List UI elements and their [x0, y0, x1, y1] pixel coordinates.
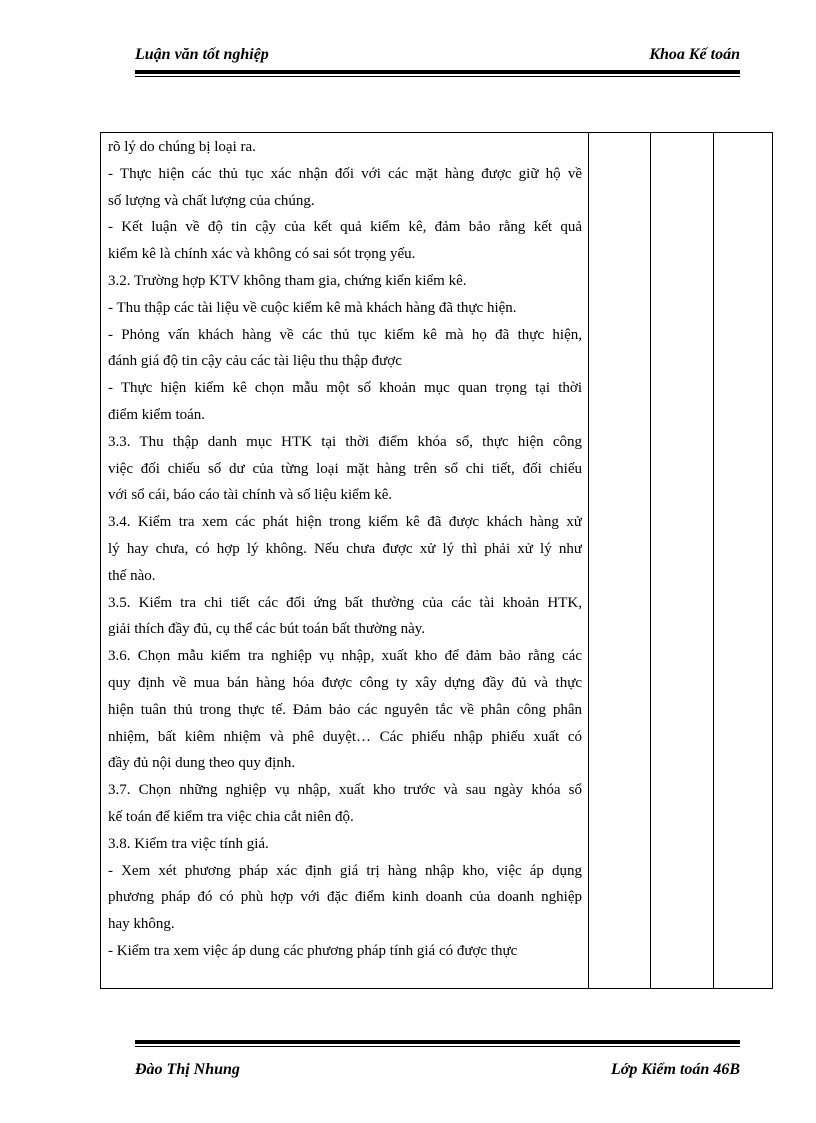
text-line: 3.4. Kiểm tra xem các phát hiện trong kiểm kê đã được khách hàng xử — [108, 514, 582, 531]
page-footer — [135, 1040, 740, 1079]
header-rule-thin — [135, 76, 740, 77]
text-line: 3.6. Chọn mẫu kiểm tra nghiệp vụ nhập, xuất kho để đảm bảo rằng các — [108, 648, 582, 665]
footer-rule-thin — [135, 1046, 740, 1047]
text-line: rõ lý do chúng bị loại ra. — [108, 139, 256, 155]
text-line: - Kiểm tra xem việc áp dung các phương pháp tính giá có được thực — [108, 942, 518, 959]
text-line: 3.8. Kiểm tra việc tính giá. — [108, 835, 269, 852]
text-line: điểm kiểm toán. — [108, 406, 206, 423]
text-line: số lượng và chất lượng của chúng. — [108, 192, 315, 209]
text-line: quy định về mua bán hàng hóa được công ty xây dựng đầy đủ và thực — [108, 674, 582, 691]
text-line: - Thu thập các tài liệu về cuộc kiểm kê mà khách hàng đã thực hiện. — [108, 299, 517, 316]
text-line: lý hay chưa, có hợp lý không. Nếu chưa được xử lý thì phải xử lý như — [108, 540, 582, 557]
text-line: đầy đủ nội dung theo quy định. — [108, 755, 296, 772]
text-line: kế toán để kiểm tra việc chia cắt niên độ. — [108, 808, 354, 825]
text-line: nhiệm, bất kiêm nhiệm và phê duyệt… Các phiếu nhập phiếu xuất có — [108, 728, 582, 745]
text-line: phương pháp đó có phù hợp với đặc điểm kinh doanh của doanh nghiệp — [108, 889, 582, 906]
text-line: 3.2. Trường hợp KTV không tham gia, chứng kiến kiểm kê. — [108, 272, 467, 289]
audit-procedure-table — [100, 132, 773, 989]
header-rule-thick — [135, 70, 740, 74]
procedure-text-cell — [101, 133, 589, 989]
text-line: hiện tuân thủ trong thực tế. Đảm bảo các nguyên tắc về phân công phân — [108, 701, 582, 718]
header-faculty: Khoa Kế toán — [649, 46, 740, 63]
text-line: kiểm kê là chính xác và không có sai sót trọng yếu. — [108, 246, 416, 263]
procedure-text — [101, 133, 588, 965]
text-line: hay không. — [108, 916, 175, 933]
empty-column-cell-2 — [651, 133, 714, 989]
text-line: việc đối chiếu số dư của từng loại mặt hàng trên sổ chi tiết, đối chiếu — [108, 460, 582, 477]
table-row — [101, 133, 773, 989]
text-line: thế nào. — [108, 567, 156, 584]
text-line: - Xem xét phương pháp xác định giá trị hàng nhập kho, việc áp dụng — [108, 862, 582, 879]
text-line: đánh giá độ tin cậy cảu các tài liệu thu thập được — [108, 353, 402, 370]
text-line: - Kết luận về độ tin cậy của kết quả kiểm kê, đảm bảo rằng kết quả — [108, 219, 582, 236]
text-line: 3.3. Thu thập danh mục HTK tại thời điểm khóa sổ, thực hiện công — [108, 433, 582, 450]
text-line: với sổ cái, báo cáo tài chính và số liệu kiểm kê. — [108, 487, 393, 504]
footer-author: Đào Thị Nhung — [135, 1061, 240, 1078]
text-line: 3.5. Kiểm tra chi tiết các đối ứng bất thường của các tài khoản HTK, — [108, 594, 582, 611]
text-line: giải thích đầy đủ, cụ thể các bút toán bất thường này. — [108, 621, 426, 638]
empty-column-cell-1 — [589, 133, 651, 989]
page-header — [135, 46, 740, 77]
text-line: 3.7. Chọn những nghiệp vụ nhập, xuất kho trước và sau ngày khóa sổ — [108, 782, 582, 799]
footer-class: Lớp Kiểm toán 46B — [610, 1061, 740, 1078]
empty-column-cell-3 — [714, 133, 773, 989]
header-thesis-title: Luận văn tốt nghiệp — [135, 46, 269, 63]
text-line: - Thực hiện các thủ tục xác nhận đối với các mặt hàng được giữ hộ về — [108, 165, 582, 182]
text-line: - Phỏng vấn khách hàng về các thủ tục kiểm kê mà họ đã thực hiện, — [108, 326, 582, 343]
text-line: - Thực hiện kiểm kê chọn mẫu một số khoản mục quan trọng tại thời — [108, 380, 582, 397]
footer-rule-thick — [135, 1040, 740, 1044]
